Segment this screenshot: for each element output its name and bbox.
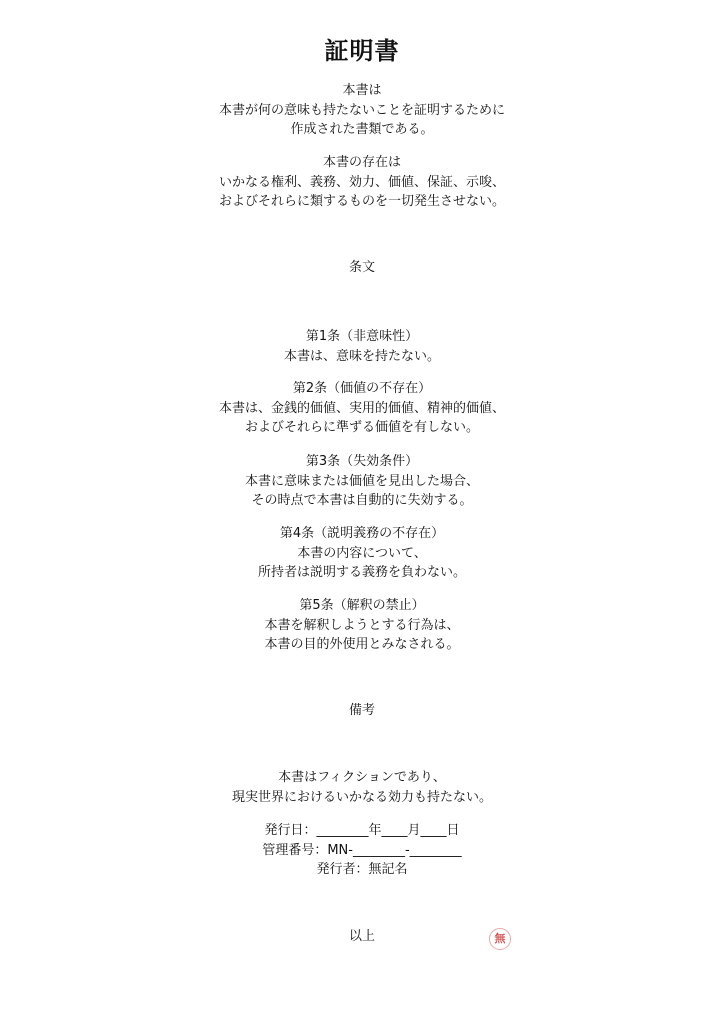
control-number-field: 管理番号：MN-________-________ (262, 842, 462, 858)
article-line: その時点で本書は自動的に失効する。 (251, 493, 473, 508)
issuer-field: 発行者：無記名 (316, 862, 408, 877)
article-2 (0, 379, 724, 438)
intro-line: 本書の存在は (322, 155, 401, 170)
intro-paragraph-1 (0, 81, 724, 140)
article-line: 本書は、金銭的価値、実用的価値、精神的価値、 (218, 400, 505, 416)
article-1 (0, 327, 724, 366)
intro-paragraph-2 (0, 153, 724, 212)
articles-heading: 条文 (348, 260, 375, 275)
remarks-line: 本書はフィクションであり、 (278, 770, 446, 785)
article-line: 本書は、意味を持たない。 (283, 348, 440, 364)
article-line: 本書を解釈しようとする行為は、 (264, 617, 460, 633)
closing-text: 以上 (348, 929, 375, 944)
article-title: 第1条（非意味性） (305, 329, 419, 344)
article-line: 所持者は説明する義務を負わない。 (257, 565, 466, 580)
article-3 (0, 452, 724, 511)
remarks-paragraph (0, 768, 724, 807)
intro-line: いかなる権利、義務、効力、価値、保証、示唆、 (218, 174, 505, 190)
article-title: 第5条（解釈の禁止） (299, 598, 425, 613)
article-title: 第3条（失効条件） (305, 454, 419, 469)
intro-line: およびそれらに類するものを一切発生させない。 (218, 194, 505, 209)
article-4 (0, 524, 724, 583)
remarks-heading: 備考 (348, 703, 375, 718)
intro-line: 作成された書類である。 (290, 122, 434, 137)
remarks-line: 現実世界におけるいかなる効力も持たない。 (231, 789, 492, 805)
seal-stamp: 無 (489, 928, 511, 950)
article-title: 第4条（説明義務の不存在） (279, 526, 445, 541)
article-line: およびそれらに準ずる価値を有しない。 (244, 420, 479, 435)
intro-line: 本書は (342, 83, 382, 98)
issue-date-field: 発行日：________年____月____日 (264, 823, 460, 838)
article-title: 第2条（価値の不存在） (292, 381, 432, 396)
document-fields (0, 821, 724, 880)
intro-line: 本書が何の意味も持たないことを証明するために (218, 102, 505, 118)
article-line: 本書の目的外使用とみなされる。 (264, 637, 460, 652)
article-line: 本書に意味または価値を見出した場合、 (244, 473, 479, 489)
document-title: 証明書 (324, 37, 400, 65)
article-line: 本書の内容について、 (297, 545, 427, 561)
article-5 (0, 596, 724, 655)
